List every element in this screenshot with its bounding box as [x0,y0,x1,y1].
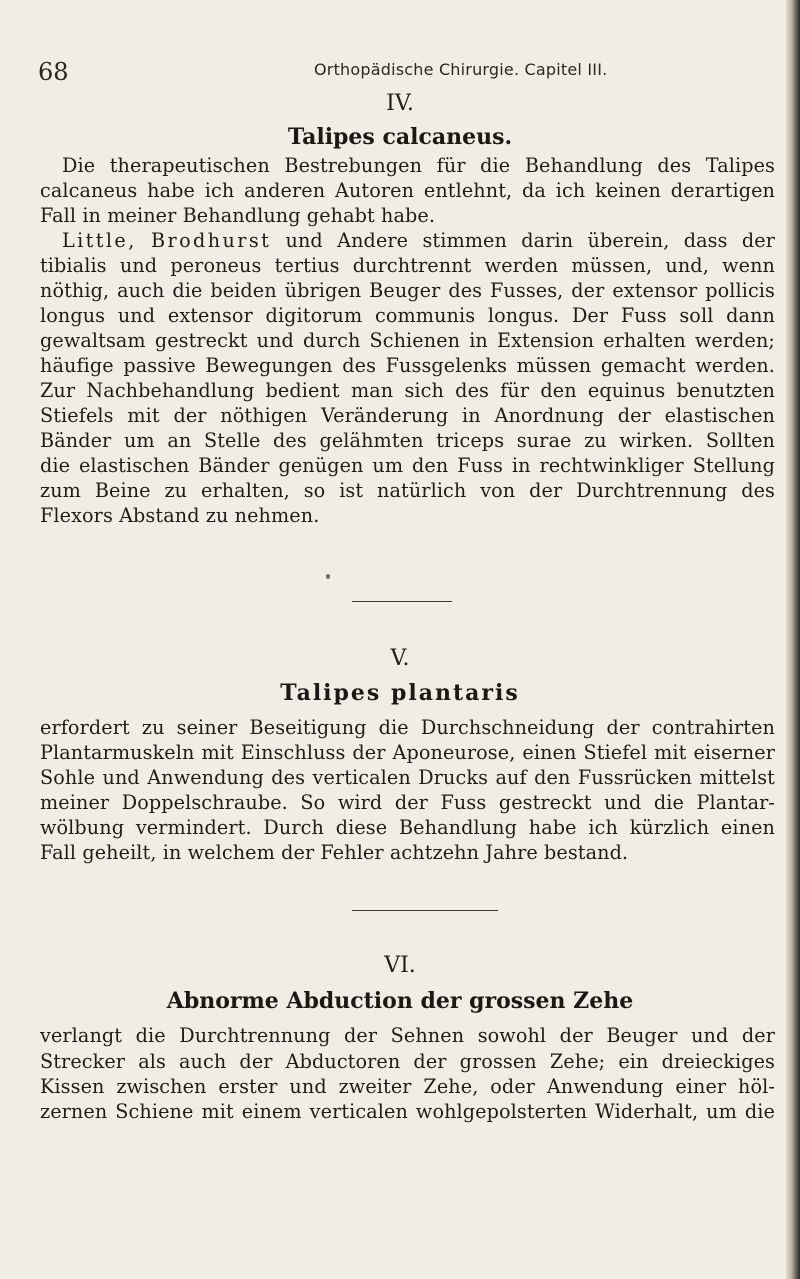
paragraph-line: Sohle und Anwendung des verticalen Drucks auf den Fussrücken mittelst [40,766,775,789]
ink-speck [326,574,330,579]
paragraph-line: Stiefels mit der nöthigen Veränderung in Anordnung der elastischen [40,404,775,427]
paragraph-line: Fall geheilt, in welchem der Fehler achtzehn Jahre bestand. [40,841,629,864]
paragraph-line: calcaneus habe ich anderen Autoren entlehnt, da ich keinen derartigen [40,179,775,202]
section-iv-number: IV. [386,91,414,116]
paragraph-line: zernen Schiene mit einem verticalen wohlgepolsterten Widerhalt, um die [40,1100,775,1123]
paragraph-line: wölbung vermindert. Durch diese Behandlung habe ich kürzlich einen [40,816,775,839]
paragraph-line: die elastischen Bänder genügen um den Fuss in rechtwinkliger Stellung [40,454,775,477]
paragraph-line: nöthig, auch die beiden übrigen Beuger des Fusses, der extensor pollicis [40,279,775,302]
paragraph-line: Kissen zwischen erster und zweiter Zehe, oder Anwendung einer höl- [40,1075,775,1098]
section-divider [352,601,452,602]
section-v-number: V. [390,646,410,671]
paragraph-line: Fall in meiner Behandlung gehabt habe. [40,204,436,227]
paragraph-line: Flexors Abstand zu nehmen. [40,504,320,527]
paragraph-line: erfordert zu seiner Beseitigung die Durchschneidung der contrahirten [40,716,775,739]
paragraph-line: Die therapeutischen Bestrebungen für die Behandlung des Talipes [62,154,775,177]
section-divider [352,910,498,911]
paragraph-line: meiner Doppelschraube. So wird der Fuss gestreckt und die Plantar- [40,791,775,814]
paragraph-line: zum Beine zu erhalten, so ist natürlich von der Durchtrennung des [40,479,775,502]
paragraph-line: tibialis und peroneus tertius durchtrennt werden müssen, und, wenn [40,254,775,277]
paragraph-line: häufige passive Bewegungen des Fussgelenks müssen gemacht werden. [40,354,775,377]
paragraph-line: Zur Nachbehandlung bedient man sich des für den equinus benutzten [40,379,775,402]
section-iv-title: Talipes calcaneus. [287,124,513,150]
section-v-title: Talipes plantaris [280,680,520,706]
paragraph-line: longus und extensor digitorum communis longus. Der Fuss soll dann [40,304,775,327]
section-vi-title: Abnorme Abduction der grossen Zehe [166,988,634,1014]
paragraph-line: Little, Brodhurst und Andere stimmen darin überein, dass der [62,229,775,252]
paragraph-line: gewaltsam gestreckt und durch Schienen in Extension erhalten werden; [40,329,775,352]
page-number: 68 [38,58,69,86]
running-head-title: Orthopädische Chirurgie. Capitel III. [314,60,608,79]
running-head [38,58,768,88]
section-vi-number: VI. [384,953,416,978]
paragraph-line: Bänder um an Stelle des gelähmten triceps surae zu wirken. Sollten [40,429,775,452]
paragraph-line: Strecker als auch der Abductoren der grossen Zehe; ein dreieckiges [40,1050,775,1073]
page-edge-shadow [786,0,800,1279]
paragraph-line: verlangt die Durchtrennung der Sehnen sowohl der Beuger und der [40,1024,775,1047]
paragraph-line: Plantarmuskeln mit Einschluss der Aponeurose, einen Stiefel mit eiserner [40,741,775,764]
